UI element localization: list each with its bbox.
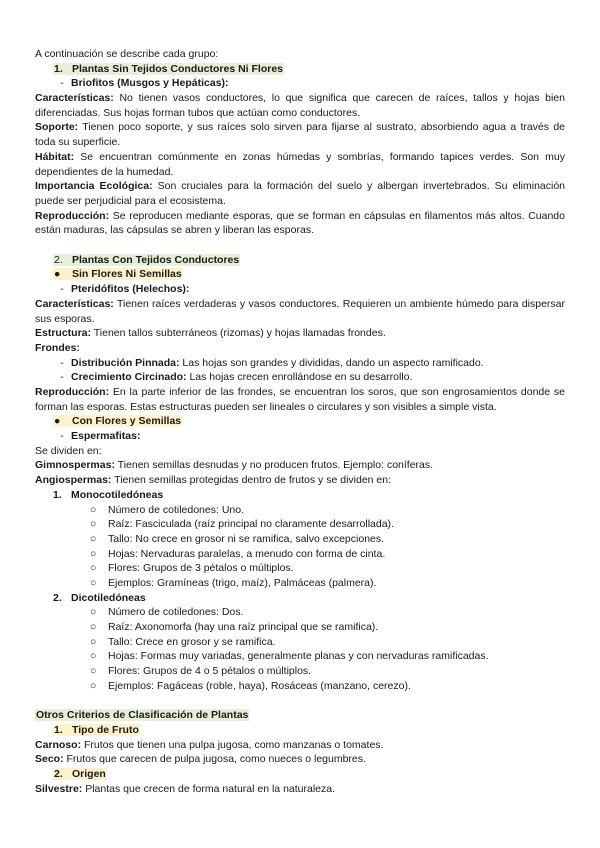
bullet-heading: ● Con Flores y Semillas (54, 415, 182, 428)
hollow-circle-icon: ○ (90, 621, 97, 634)
paragraph-seco: Seco: Frutos que carecen de pulpa jugosa, como nueces o legumbres. (35, 753, 366, 766)
paragraph-reproduccion: Reproducción: Se reproducen mediante esporas, que se forman en cápsulas en filamentos más altos. Cuando están maduras, las cápsulas se abren y liberan las esporas. (35, 209, 565, 237)
list-item (35, 649, 565, 664)
section-heading (35, 62, 565, 77)
paragraph-gimnospermas: Gimnospermas: Tienen semillas desnudas y no producen frutos. Ejemplo: coníferas. (35, 459, 434, 472)
numbered-heading: 2. Origen (54, 767, 106, 780)
bullet-icon: ● (54, 415, 61, 428)
subheading: - Espermafitas: (60, 430, 141, 443)
list-number: 1. (54, 62, 63, 75)
list-item (35, 620, 565, 635)
paragraph-importancia: Importancia Ecológica: Son cruciales para la formación del suelo y albergan invertebrados. Su eliminación puede ser perjudicial para el ecosistema. (35, 180, 566, 207)
bullet-heading: ● Sin Flores Ni Semillas (54, 268, 182, 281)
list-item-text: Raíz: Fasciculada (raíz principal no claramente desarrollada). (108, 518, 394, 531)
document-page (35, 47, 565, 796)
hollow-circle-icon: ○ (90, 665, 97, 678)
list-item (35, 679, 565, 694)
paragraph-reproduccion: Reproducción: En la parte inferior de las frondes, se encuentran los soros, que son engrosamientos donde se forman las esporas. Estas estructuras pueden ser lineales o circulares y son visibles a simple vista. (35, 386, 565, 413)
paragraph-caracteristicas: Características: No tienen vasos conductores, lo que significa que carecen de raíces, tallos y hojas bien diferenciadas. Sus hojas forman tubos que actúan como conductores. (35, 92, 565, 119)
subheading: - Briofitos (Musgos y Hepáticas): (60, 77, 229, 90)
list-item (35, 503, 565, 518)
hollow-circle-icon: ○ (90, 576, 97, 589)
list-item (35, 635, 565, 650)
hollow-circle-icon: ○ (90, 547, 97, 560)
list-item (35, 547, 565, 562)
section-heading (35, 708, 565, 723)
list-item (35, 605, 565, 620)
bullet-icon: ● (54, 268, 61, 281)
list-item (35, 532, 565, 547)
list-item (35, 561, 565, 576)
section-title: Plantas Sin Tejidos Conductores Ni Flores (72, 62, 284, 75)
paragraph-angiospermas: Angiospermas: Tienen semillas protegidas dentro de frutos y se dividen en: (35, 474, 392, 487)
list-item: - Distribución Pinnada: Las hojas son grandes y divididas, dando un aspecto ramificado. (60, 356, 484, 369)
list-item-text: Hojas: Formas muy variadas, generalmente planas y con nervaduras ramificadas. (108, 650, 489, 663)
section-title: Otros Criterios de Clasificación de Plantas (36, 709, 249, 722)
hollow-circle-icon: ○ (90, 650, 97, 663)
paragraph-silvestre: Silvestre: Plantas que crecen de forma natural en la naturaleza. (35, 782, 336, 795)
dicot-list (35, 605, 565, 693)
hollow-circle-icon: ○ (90, 532, 97, 545)
hollow-circle-icon: ○ (90, 606, 97, 619)
list-item (35, 517, 565, 532)
numbered-heading: 1. Tipo de Fruto (54, 723, 139, 736)
paragraph-estructura: Estructura: Tienen tallos subterráneos (rizomas) y hojas llamadas frondes. (35, 327, 386, 340)
subheading-text: Briofitos (Musgos y Hepáticas): (71, 77, 229, 90)
intro-text: A continuación se describe cada grupo: (35, 48, 219, 60)
hollow-circle-icon: ○ (90, 679, 97, 692)
section-heading (35, 253, 565, 268)
list-number: 2. (54, 253, 63, 266)
hollow-circle-icon: ○ (90, 635, 97, 648)
paragraph-carnoso: Carnoso: Frutos que tienen una pulpa jugosa, como manzanas o tomates. (35, 738, 384, 751)
paragraph-soporte: Soporte: Tienen poco soporte, y sus raíces solo sirven para fijarse al sustrato, absorbiendo agua a través de toda su superficie. (35, 121, 565, 149)
list-item-text: Número de cotiledones: Dos. (108, 606, 244, 619)
subheading-text: Pteridófitos (Helechos): (71, 283, 190, 296)
list-item-text: Número de cotiledones: Uno. (108, 503, 244, 516)
paragraph-caracteristicas: Características: Tienen raíces verdaderas y vasos conductores. Requieren un ambiente húmedo para dispersar sus esporas. (35, 297, 565, 325)
numbered-heading: 1. Monocotiledóneas (53, 488, 164, 501)
list-item-text: Raíz: Axonomorfa (hay una raíz principal que se ramifica). (108, 621, 379, 634)
list-item: - Crecimiento Circinado: Las hojas crecen enrollándose en su desarrollo. (60, 371, 413, 384)
list-item (35, 576, 565, 591)
numbered-heading: 2. Dicotiledóneas (53, 591, 146, 604)
hollow-circle-icon: ○ (90, 562, 97, 575)
list-item-text: Tallo: Crece en grosor y se ramifica. (108, 635, 276, 648)
list-item (35, 664, 565, 679)
label-frondes: Frondes: (35, 341, 80, 354)
list-item-text: Hojas: Nervaduras paralelas, a menudo con forma de cinta. (108, 547, 386, 560)
monocot-list (35, 503, 565, 591)
list-item-text: Flores: Grupos de 4 o 5 pétalos o múltiplos. (108, 665, 312, 678)
list-item-text: Flores: Grupos de 3 pétalos o múltiplos. (108, 562, 294, 575)
list-item-text: Tallo: No crece en grosor ni se ramifica, salvo excepciones. (108, 532, 385, 545)
section-title: Plantas Con Tejidos Conductores (72, 253, 240, 266)
hollow-circle-icon: ○ (90, 518, 97, 531)
subheading-text: Espermafitas: (71, 430, 141, 443)
subheading: - Pteridófitos (Helechos): (60, 283, 190, 296)
paragraph-habitat: Hábitat: Se encuentran comúnmente en zonas húmedas y sombrías, formando tapices verdes. Son muy dependientes de la humedad. (35, 150, 565, 178)
list-item-text: Ejemplos: Fagáceas (roble, haya), Rosáceas (manzano, cerezo). (108, 679, 411, 692)
list-item-text: Ejemplos: Gramíneas (trigo, maíz), Palmáceas (palmera). (108, 576, 377, 589)
text-divide: Se dividen en: (35, 444, 102, 457)
hollow-circle-icon: ○ (90, 503, 97, 516)
